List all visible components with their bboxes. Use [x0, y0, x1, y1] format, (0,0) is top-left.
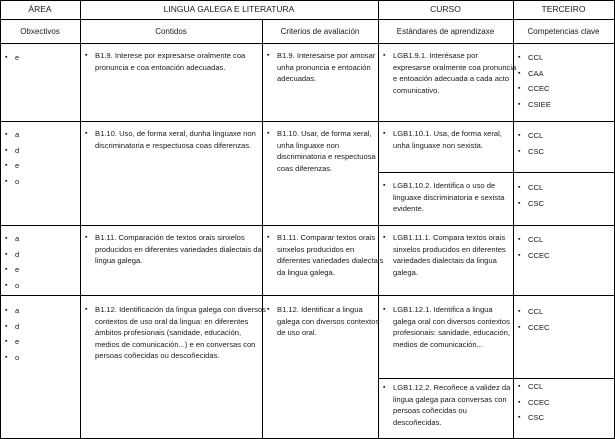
row-divider: [0, 295, 615, 296]
objective-item: ▪ a: [5, 231, 19, 247]
competence-item: ▪ CCL: [518, 232, 550, 248]
competences-list: [518, 128, 544, 159]
standard-cell: ▪ LGB1.11.1. Compara textos orais sinxelos producidos en diferentes variedades dialectais da lingua galega.: [383, 232, 517, 278]
objectives-list: [5, 50, 19, 66]
criteria-cell: ▪ B1.9. Interesarse por amosar unha pronuncia e entoación adecuadas.: [267, 50, 385, 85]
competence-item: ▪ CSC: [518, 144, 544, 160]
competences-list: [518, 232, 550, 263]
subheader-objectives: Obxectivos: [20, 27, 60, 36]
competence-item: ▪ CAA: [518, 66, 551, 82]
header-course-label: CURSO: [430, 4, 461, 14]
standard-cell: ▪ LGB1.12.1. Identifica a lingua galega oral con diversos contextos profesionais: sanidade, educación, medios de comunicación...: [383, 304, 517, 350]
competence-item: ▪ CSC: [518, 410, 550, 426]
objective-item: ▪ d: [5, 143, 19, 159]
header-course-value: TERCEIRO: [541, 4, 586, 14]
competences-list: [518, 304, 550, 335]
standard-cell: ▪ LGB1.10.2. Identifica o uso de linguaxe discriminatoria e sexista evidente.: [383, 180, 517, 215]
competences-list: [518, 379, 550, 426]
competence-item: ▪ CCEC: [518, 81, 551, 97]
objective-item: ▪ e: [5, 158, 19, 174]
competences-list: [518, 50, 551, 112]
header-area: ÁREA: [28, 4, 52, 14]
objective-item: ▪ d: [5, 247, 19, 263]
competence-item: ▪ CCL: [518, 304, 550, 320]
subheader-competences: Competencias clave: [527, 27, 600, 36]
competence-item: ▪ CCL: [518, 180, 544, 196]
column-divider: [80, 0, 81, 439]
objectives-list: [5, 303, 19, 365]
standard-divider: [378, 378, 513, 379]
criteria-cell: ▪ B1.12. Identificar a lingua galega con diversos contextos de uso oral.: [267, 304, 385, 339]
competence-item: ▪ CCEC: [518, 395, 550, 411]
row-divider: [0, 225, 615, 226]
competence-item: ▪ CCL: [518, 379, 550, 395]
standard-cell: ▪ LGB1.9.1. Interésase por expresarse oralmente coa pronuncia e entoación adecuada a cada acto comunicativo.: [383, 50, 517, 96]
objective-item: ▪ o: [5, 278, 19, 294]
header-subject: LINGUA GALEGA E LITERATURA: [163, 4, 295, 14]
competence-divider: [513, 172, 615, 173]
competence-item: ▪ CSC: [518, 196, 544, 212]
objective-item: ▪ d: [5, 319, 19, 335]
competence-item: ▪ CCEC: [518, 248, 550, 264]
competences-list: [518, 180, 544, 211]
column-divider: [262, 19, 263, 439]
content-cell: ▪ B1.11. Comparación de textos orais sinxelos producidos en diferentes variedades dialectais da lingua galega.: [85, 232, 267, 267]
content-cell: ▪ B1.9. Interese por expresarse oralmente coa pronuncia e coa entoación adecuadas.: [85, 50, 267, 73]
competence-item: ▪ CCL: [518, 128, 544, 144]
subheader-contents: Contidos: [155, 27, 187, 36]
objective-item: ▪ e: [5, 334, 19, 350]
objectives-list: [5, 231, 19, 293]
subheader-standards: Estándares de aprendizaxe: [396, 27, 495, 36]
objective-item: ▪ o: [5, 350, 19, 366]
objectives-list: [5, 127, 19, 189]
competence-item: ▪ CCL: [518, 50, 551, 66]
content-cell: ▪ B1.10. Uso, de forma xeral, dunha linguaxe non discriminatoria e respectuosa coas diferenzas.: [85, 128, 267, 151]
objective-item: ▪ a: [5, 303, 19, 319]
table-border-left: [0, 0, 1, 439]
competence-item: ▪ CSIEE: [518, 97, 551, 113]
objective-item: ▪ e: [5, 262, 19, 278]
objective-item: ▪ e: [5, 50, 19, 66]
content-cell: ▪ B1.12. Identificación da lingua galega con diversos contextos de uso oral da lingua: en diferentes ámbitos profesionais (sanidade, educación, medios de comunicación...) e en conversas con persoas coñecidas ou descoñecidas.: [85, 304, 267, 362]
objective-item: ▪ o: [5, 174, 19, 190]
competence-item: ▪ CCEC: [518, 320, 550, 336]
standard-cell: ▪ LGB1.12.2. Recoñece a validez da lingua galega para conversas con persoas coñecidas ou descoñecidas.: [383, 382, 517, 428]
header-divider: [0, 19, 615, 20]
criteria-cell: ▪ B1.11. Comparar textos orais sinxelos producidos en diferentes variedades dialectais da lingua galega.: [267, 232, 385, 278]
subheader-divider: [0, 43, 615, 44]
standard-cell: ▪ LGB1.10.1. Usa, de forma xeral, unha linguaxe non sexista.: [383, 128, 517, 151]
row-divider: [0, 121, 615, 122]
objective-item: ▪ a: [5, 127, 19, 143]
table-border-top: [0, 0, 615, 1]
criteria-cell: ▪ B1.10. Usar, de forma xeral, unha linguaxe non discriminatoria e respectuosa coas diferenzas.: [267, 128, 385, 174]
subheader-criteria: Criterios de avaliación: [280, 27, 360, 36]
standard-divider: [378, 172, 513, 173]
